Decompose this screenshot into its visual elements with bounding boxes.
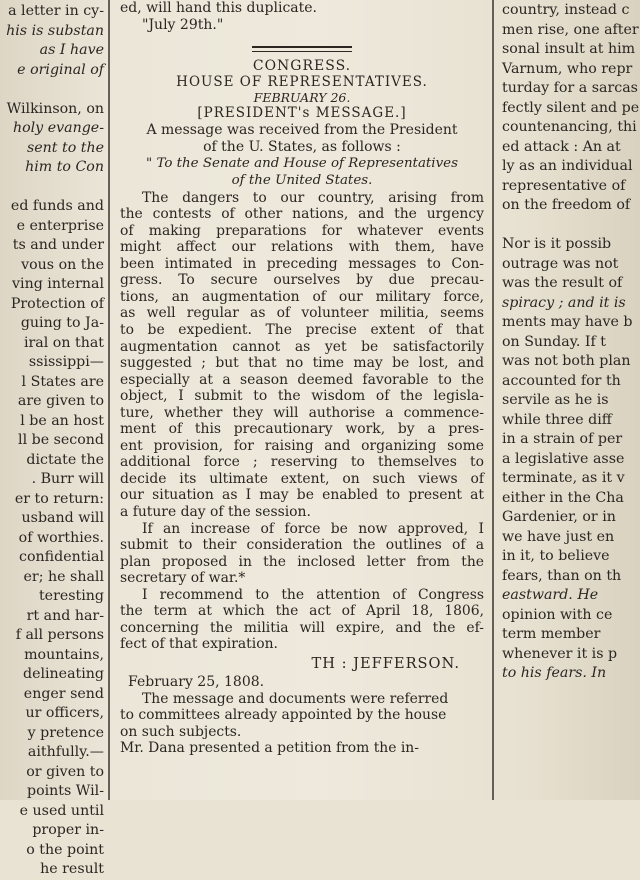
column-line: whenever it is p [502,645,618,662]
text-line: the contests of other nations, and the urgency [120,206,484,223]
text-line: of making preparations for whatever events [120,222,484,239]
text-line: additional force ; reserving to themselves to [120,454,484,471]
column-line: sonal insult at him [502,41,636,57]
column-line: he result [40,861,104,877]
column-line: ssissippi— [28,354,104,370]
column-line [0,178,104,198]
column-line: in it, to believe [502,548,610,564]
column-line: e used until [19,802,104,819]
column-line: . Burr will [31,471,104,487]
right-column-lines [498,0,640,703]
text-line: a future day of the session. [120,503,311,520]
left-column [0,0,106,877]
column-line: outrage was not [502,255,619,272]
text-line: our situation as I may be enabled to present at [120,487,484,504]
signature: TH : JEFFERSON. [311,654,460,672]
column-line: fectly silent and pe [502,99,640,116]
column-line: er to return: [14,490,104,507]
text-line: gress. To secure ourselves by due precau- [120,272,484,289]
column-line: Gardenier, or in [502,509,616,525]
section-divider [252,46,352,52]
column-line: er; he shall [23,568,104,585]
column-line: Protection of [10,295,104,312]
column-line: of worthies. [18,529,104,546]
column-line: country, instead c [502,2,630,18]
text-line: If an increase of force be now approved, I [142,520,484,537]
text-line: plan proposed in the inclosed letter from the [120,553,484,570]
heading-house: HOUSE OF REPRESENTATIVES. [176,74,428,90]
column-line: usband will [21,510,104,526]
column-line: spiracy ; and it is [502,294,626,311]
address-line-1: " To the Senate and House of Representatives [146,156,458,172]
column-line: either in the Cha [502,489,624,506]
column-line: on the freedom of [502,197,631,213]
column-line: dictate the [26,451,104,468]
column-line: in a strain of per [502,431,623,447]
column-line: ts and under [12,237,104,253]
text-line: the term at which the act of April 18, 1806, [120,603,484,620]
column-line: iral on that [23,334,104,351]
column-line: f all persons [15,627,104,643]
heading-congress: CONGRESS. [252,58,352,74]
column-line: terminate, as it v [502,470,625,486]
text-line: especially at a season deemed favorable to the [120,371,484,388]
center-column [114,0,490,800]
column-line: turday for a sarcas [502,80,638,96]
heading-message: [PRESIDENT's MESSAGE.] [197,105,407,121]
column-line: countenancing, thi [502,119,637,135]
column-line: opinion with ce [502,606,613,623]
top-line-date: "July 29th." [142,17,224,33]
address-line-2: of the United States. [231,173,373,189]
column-line: teresting [38,588,104,604]
column-line: his is substan [6,22,104,39]
column-line: while three diff [502,411,612,428]
column-line: or given to [26,763,104,780]
column-line: mountains, [24,646,104,663]
column-line: ly as an individual [502,158,633,174]
left-column-lines [0,0,106,880]
text-line: secretary of war.* [120,570,246,587]
column-line: guing to Ja- [20,315,104,331]
column-line: men rise, one after [502,21,639,38]
message-paragraph-1 [120,190,484,521]
message-paragraph-2 [120,521,484,587]
column-line: ving internal [12,276,104,292]
text-line: on such subjects. [120,723,242,740]
column-line: e enterprise [16,217,104,234]
column-line: was the result of [502,275,623,291]
column-line: proper in- [32,822,104,838]
column-line: enger send [23,685,104,702]
text-line: been intimated in preceding messages to Con- [120,255,484,272]
referral-paragraph [120,691,484,757]
text-line: fect of that expiration. [120,636,278,653]
column-line: ur officers, [25,705,104,721]
column-line: sent to the [26,139,104,156]
text-line: ent provision, for raising and organizing some [120,437,484,454]
column-line: confidential [19,549,104,565]
column-line: l be an host [20,412,104,429]
column-line: to his fears. In [502,665,607,681]
column-line: Varnum, who repr [502,60,633,77]
column-line: are given to [17,393,104,409]
text-line: ment of this precautionary work, by a pres- [120,421,484,438]
column-rule-right [492,0,494,800]
column-line: him to Con [25,159,104,175]
text-line: to be expedient. The precise extent of that [120,321,484,338]
column-line: as I have [39,42,104,58]
text-line: The dangers to our country, arising from [142,189,484,206]
column-line: fears, than on th [502,567,622,584]
column-line: ed attack : An at [502,138,621,155]
text-line: augmentation cannot as yet be satisfactorily [120,338,484,355]
column-line: ments may have b [502,314,633,330]
column-line [0,80,104,100]
column-line: Nor is it possib [502,236,612,252]
top-line: ed, will hand this duplicate. [120,0,318,16]
text-line: object, I submit to the wisdom of the legisla- [120,388,484,405]
text-line: suggested ; but that no time may be lost, and [120,355,484,372]
column-line: on Sunday. If t [502,333,606,350]
column-line: aithfully.— [27,744,104,760]
heading-date: FEBRUARY 26. [253,90,351,105]
column-line: was not both plan [502,353,631,369]
column-line: l States are [21,373,104,390]
column-line: ed funds and [10,198,104,214]
text-line: The message and documents were referred [142,690,449,707]
column-line: a legislative asse [502,450,625,467]
column-line: rt and har- [26,607,104,624]
column-line: e original of [17,61,104,78]
text-line: Mr. Dana presented a petition from the in- [120,740,419,757]
text-line: ture, whether they will authorise a commence- [120,404,484,421]
column-line: representative of [502,177,626,194]
text-line: tions, an augmentation of our military force, [120,288,484,305]
text-line: to committees already appointed by the house [120,707,447,724]
column-line: eastward. He [502,587,599,603]
column-line: o the point [26,841,104,858]
column-line: we have just en [502,528,615,545]
column-line [502,684,640,704]
message-paragraph-3 [120,587,484,653]
text-line: I recommend to the attention of Congress [142,586,484,603]
text-line: might affect our relations with them, have [120,239,484,256]
column-line: accounted for th [502,372,621,389]
column-line: y pretence [27,724,104,741]
column-line [502,216,640,236]
column-line: term member [502,626,601,642]
column-line: ll be second [18,432,104,448]
column-line: Wilkinson, on [6,100,104,117]
column-rule-left [108,0,110,800]
text-line: as well regular as of volunteer militia, seems [120,305,484,322]
text-line: concerning the militia will expire, and the ef- [120,619,484,636]
column-line: a letter in cy- [8,3,104,19]
intro-line-2: of the U. States, as follows : [203,138,401,155]
column-line: servile as he is [502,392,609,408]
column-line: delineating [22,666,104,682]
right-column [498,0,640,800]
column-line: vous on the [21,256,104,273]
column-line: points Wil- [27,783,104,799]
message-date: February 25, 1808. [128,673,265,690]
text-line: submit to their consideration the outlines of a [120,537,484,554]
column-line: holy evange- [12,120,104,136]
intro-line-1: A message was received from the President [146,122,458,138]
text-line: decide its ultimate extent, on such views of [120,470,484,487]
